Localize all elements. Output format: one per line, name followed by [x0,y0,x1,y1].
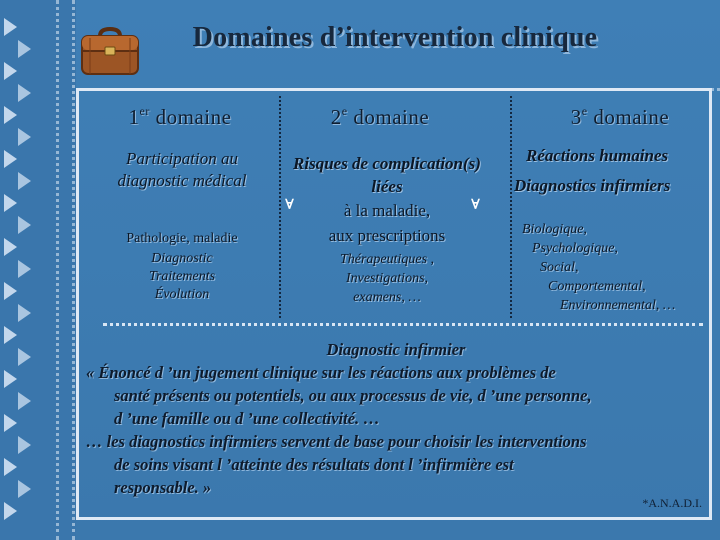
triangle-bullet-icon [4,106,17,124]
triangle-bullet-icon [4,238,17,256]
triangle-bullet-icon [4,150,17,168]
definition-line: d ’une famille ou d ’une collectivité. … [114,409,380,428]
triangle-bullet-icon [4,458,17,476]
arrow-symbol-icon: ∀ [285,198,294,213]
column-2-subtitle-continued: à la maladie, aux prescriptions [328,201,446,245]
source-reference: *A.N.A.D.I. [642,496,702,510]
triangle-bullet-icon [18,304,31,322]
triangle-bullet-icon [4,370,17,388]
definition-line: santé présents ou potentiels, ou aux processus de vie, d ’une personne, [114,386,592,405]
dotted-vertical-line [56,0,59,540]
triangle-bullet-icon [4,502,17,520]
column-2-heading: 2e domaine [330,104,430,129]
column-1-details: Diagnostic Traitements Évolution [148,251,216,302]
triangle-bullet-icon [18,84,31,102]
triangle-bullet-icon [4,18,17,36]
section-separator [103,323,703,326]
triangle-bullet-icon [18,128,31,146]
triangle-bullet-icon [18,392,31,410]
triangle-bullet-icon [18,260,31,278]
column-1-subtitle: Participation au diagnostic médical [117,149,247,190]
triangle-bullet-icon [18,480,31,498]
arrow-symbol-icon: ∀ [471,198,480,213]
triangle-bullet-icon [4,194,17,212]
dotted-vertical-line [72,0,75,540]
column-2-subtitle: Risques de complication(s) liées [293,154,481,196]
triangle-bullet-icon [18,436,31,454]
triangle-bullet-icon [18,348,31,366]
triangle-bullet-icon [18,216,31,234]
triangle-bullet-icon [4,282,17,300]
column-3-details: Biologique, Psychologique, Social, Comportemental, Environnemental, … [522,222,676,313]
definition-line: responsable. » [114,478,212,497]
definition-line: « Énoncé d ’un jugement clinique sur les réactions aux problèmes de [86,363,556,382]
definition-line: de soins visant l ’atteinte des résultats dont l ’infirmière est [114,455,514,474]
column-1-heading: 1er domaine [128,104,232,129]
triangle-bullet-icon [4,62,17,80]
column-3-heading: 3e domaine [570,104,670,129]
column-1-detail-title: Pathologie, maladie [126,231,238,246]
slide-title: Domaines d’intervention clinique [192,22,598,53]
triangle-bullet-icon [18,172,31,190]
definition-line: … les diagnostics infirmiers servent de base pour choisir les interventions [86,432,587,451]
definition-heading: Diagnostic infirmier [326,340,466,359]
definition-block [86,338,706,499]
triangle-bullet-icon [18,40,31,58]
triangle-bullet-icon [4,414,17,432]
column-2-details: Thérapeutiques , Investigations, examens, … [339,252,435,305]
triangle-bullet-icon [4,326,17,344]
column-3-subtitle: Réactions humaines Diagnostics infirmiers [514,146,671,195]
